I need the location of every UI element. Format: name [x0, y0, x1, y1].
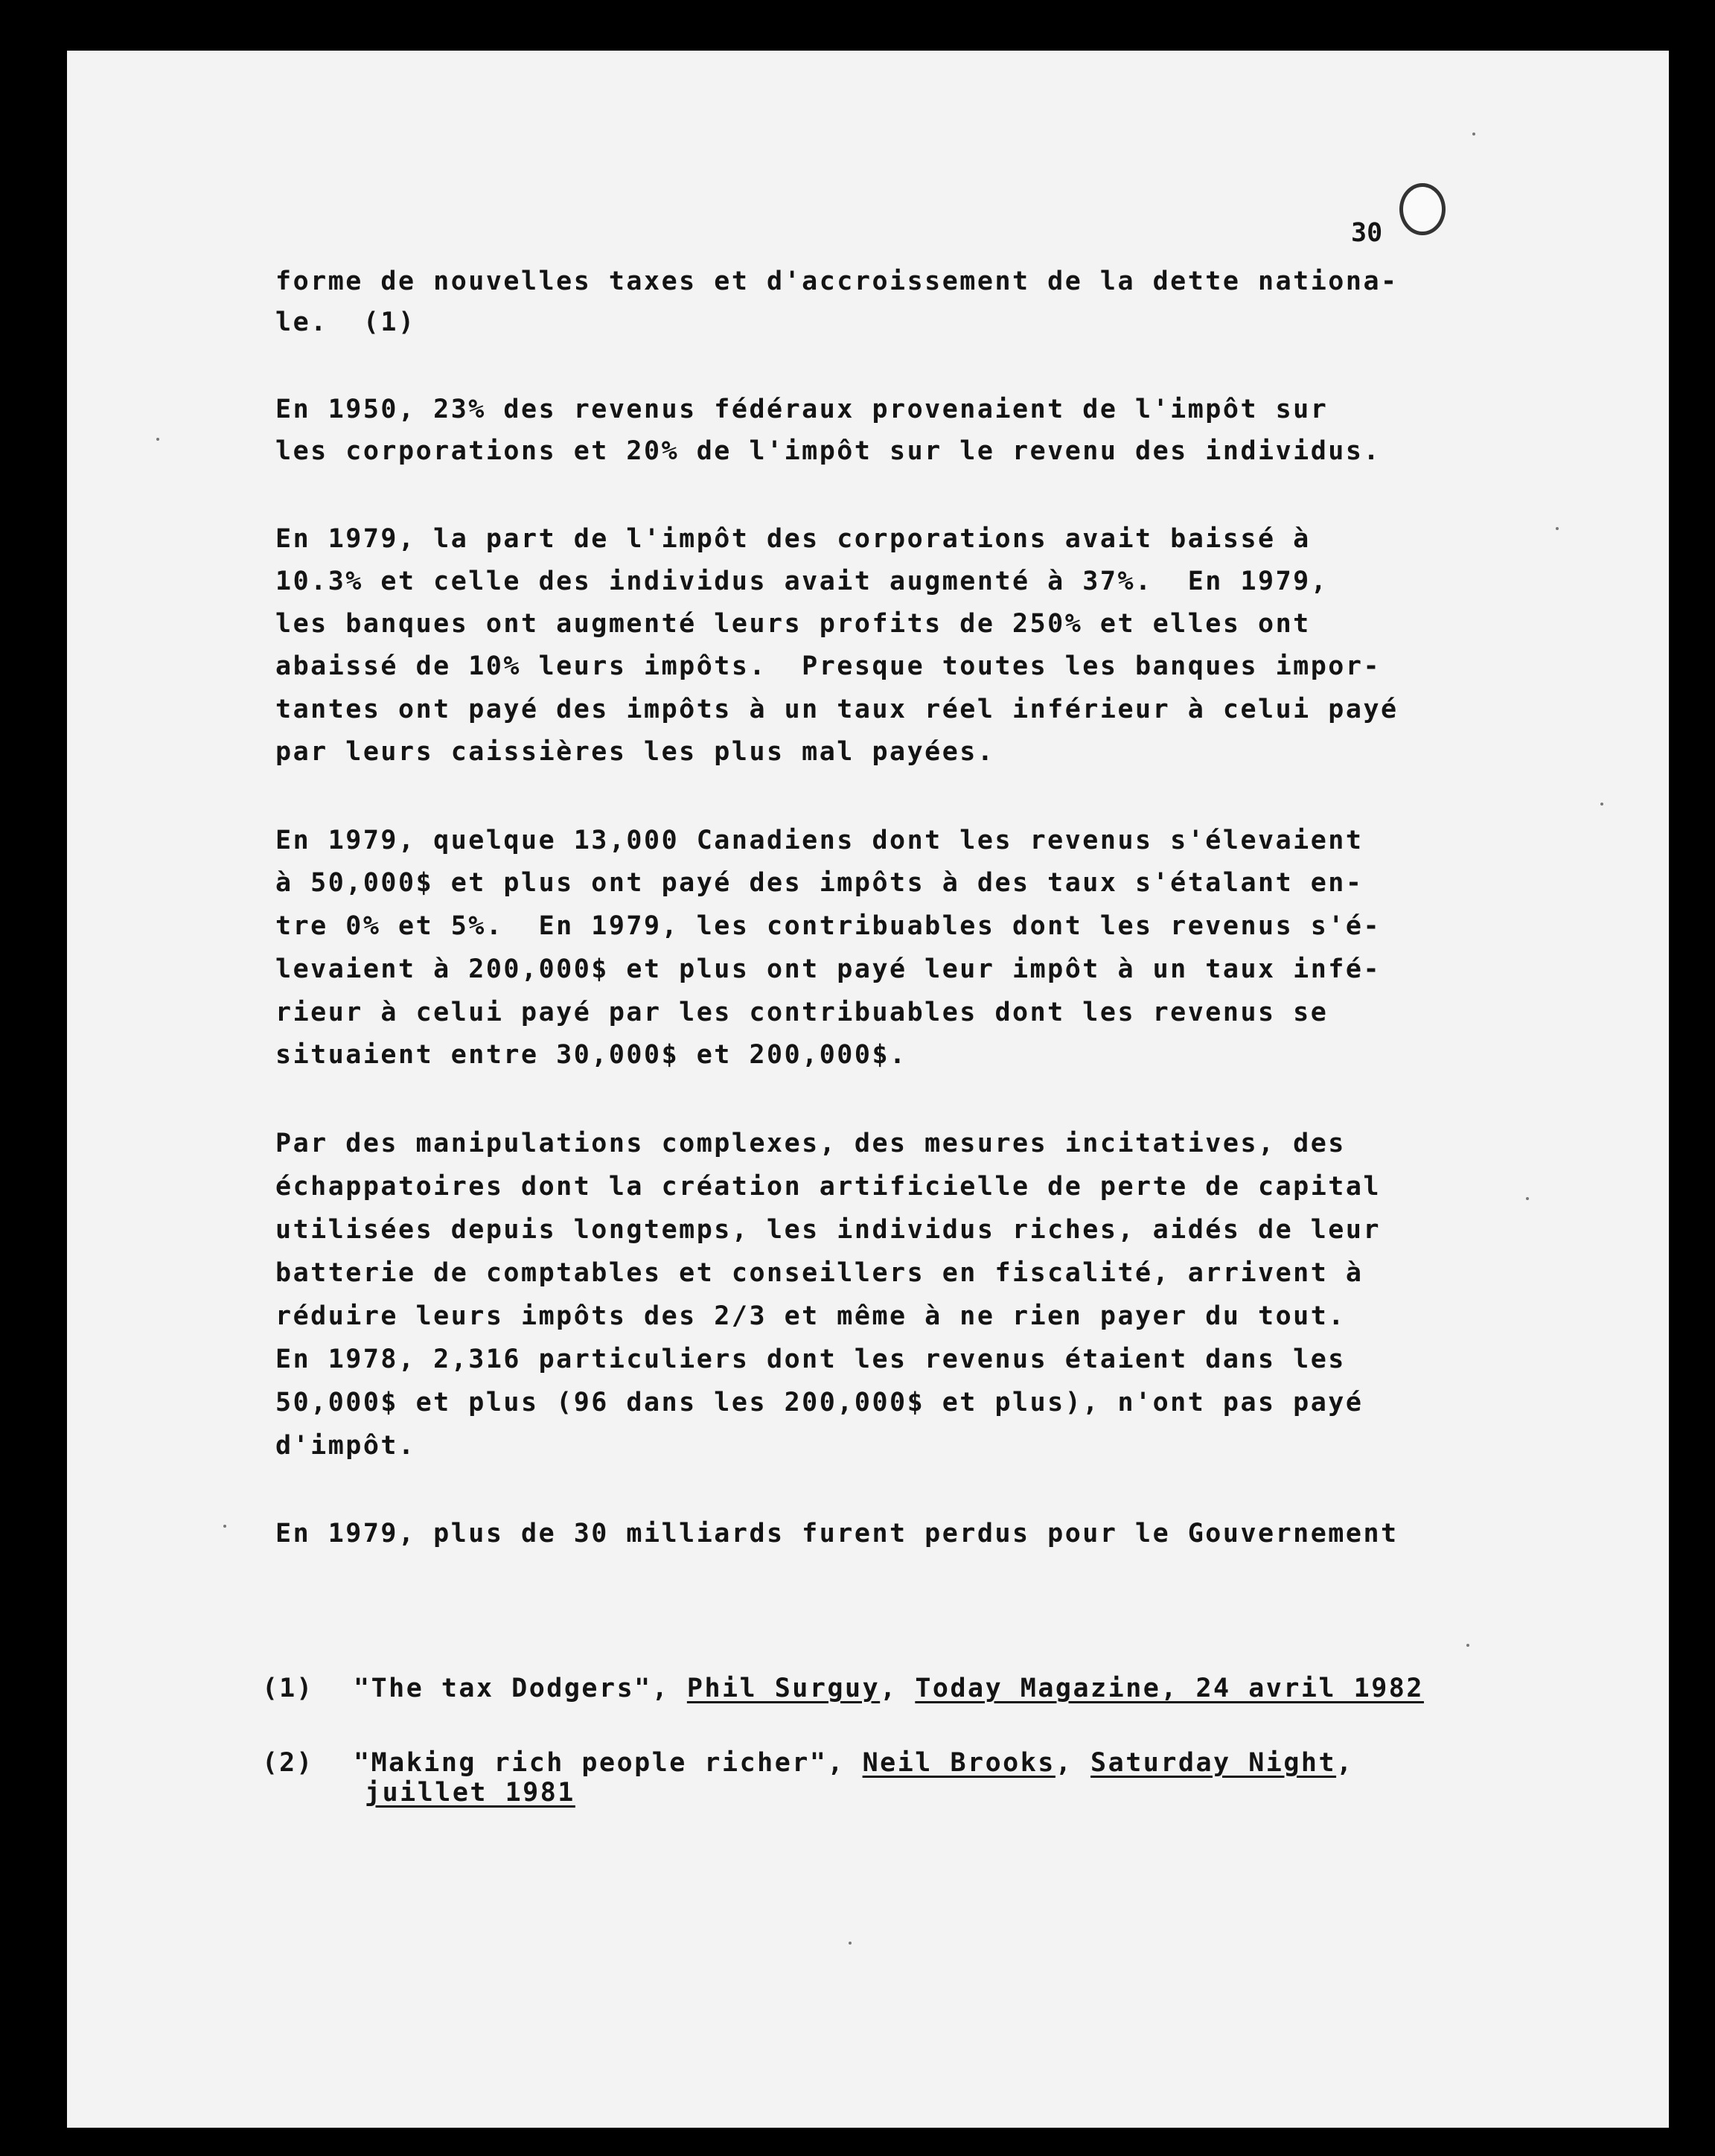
body-line: En 1978, 2,316 particuliers dont les revenus étaient dans les	[275, 1345, 1346, 1374]
footnote-2: "Making rich people richer", Neil Brooks, Saturday Night,	[354, 1748, 1354, 1778]
footnote-2-date	[365, 1778, 575, 1808]
body-line: 50,000$ et plus (96 dans les 200,000$ et plus), n'ont pas payé	[275, 1388, 1364, 1417]
body-line: En 1950, 23% des revenus fédéraux provenaient de l'impôt sur	[275, 395, 1329, 424]
body-line: En 1979, la part de l'impôt des corporations avait baissé à	[275, 524, 1311, 554]
footnote-number: (1)	[262, 1674, 314, 1703]
body-line: les corporations et 20% de l'impôt sur le revenu des individus.	[275, 436, 1382, 466]
footnote-title: "The tax Dodgers",	[354, 1674, 670, 1703]
body-line: réduire leurs impôts des 2/3 et même à ne rien payer du tout.	[275, 1301, 1346, 1331]
punch-hole-icon	[1399, 183, 1446, 235]
body-line: tantes ont payé des impôts à un taux réel inférieur à celui payé	[275, 695, 1399, 724]
scan-speck	[1466, 1644, 1469, 1647]
body-line: les banques ont augmenté leurs profits de 250% et elles ont	[275, 609, 1311, 639]
body-line: batterie de comptables et conseillers en fiscalité, arrivent à	[275, 1258, 1364, 1288]
body-line: forme de nouvelles taxes et d'accroissement de la dette nationa-	[275, 267, 1399, 296]
footnote-1: "The tax Dodgers", Phil Surguy, Today Magazine, 24 avril 1982	[354, 1674, 1424, 1703]
body-line: d'impôt.	[275, 1431, 416, 1461]
footnote-date: juillet 1981	[365, 1778, 575, 1808]
scan-speck	[849, 1942, 852, 1945]
footnote-author: Phil Surguy	[686, 1674, 881, 1703]
footnote-number: (2)	[262, 1748, 314, 1778]
scan-speck	[156, 438, 159, 441]
body-line: rieur à celui payé par les contribuables dont les revenus se	[275, 998, 1329, 1027]
footnote-author: Neil Brooks	[862, 1748, 1055, 1778]
scan-speck	[1600, 803, 1603, 806]
body-line: 10.3% et celle des individus avait augmenté à 37%. En 1979,	[275, 567, 1329, 596]
body-line: levaient à 200,000$ et plus ont payé leur impôt à un taux infé-	[275, 954, 1382, 984]
page-number: 30	[1351, 218, 1383, 248]
body-line: par leurs caissières les plus mal payées.	[275, 737, 995, 767]
body-line: En 1979, plus de 30 milliards furent perdus pour le Gouvernement	[275, 1519, 1399, 1549]
footnote-source: Today Magazine, 24 avril 1982	[915, 1674, 1424, 1703]
scan-speck	[1526, 1197, 1529, 1200]
body-line: à 50,000$ et plus ont payé des impôts à des taux s'étalant en-	[275, 868, 1364, 898]
body-line: échappatoires dont la création artificielle de perte de capital	[275, 1172, 1382, 1202]
footnote-source: Saturday Night	[1090, 1748, 1337, 1778]
scan-speck	[1472, 133, 1475, 135]
body-line: abaissé de 10% leurs impôts. Presque toutes les banques impor-	[275, 651, 1382, 681]
body-line: le. (1)	[275, 307, 416, 337]
body-line: Par des manipulations complexes, des mesures incitatives, des	[275, 1129, 1346, 1158]
scan-speck	[223, 1525, 226, 1528]
scan-speck	[1556, 527, 1559, 530]
footnote-title: "Making rich people richer",	[354, 1748, 846, 1778]
body-line: En 1979, quelque 13,000 Canadiens dont les revenus s'élevaient	[275, 826, 1364, 855]
document-page	[67, 51, 1669, 2128]
body-line: tre 0% et 5%. En 1979, les contribuables dont les revenus s'é-	[275, 911, 1382, 941]
body-line: utilisées depuis longtemps, les individus riches, aidés de leur	[275, 1215, 1382, 1245]
body-line: situaient entre 30,000$ et 200,000$.	[275, 1040, 907, 1070]
